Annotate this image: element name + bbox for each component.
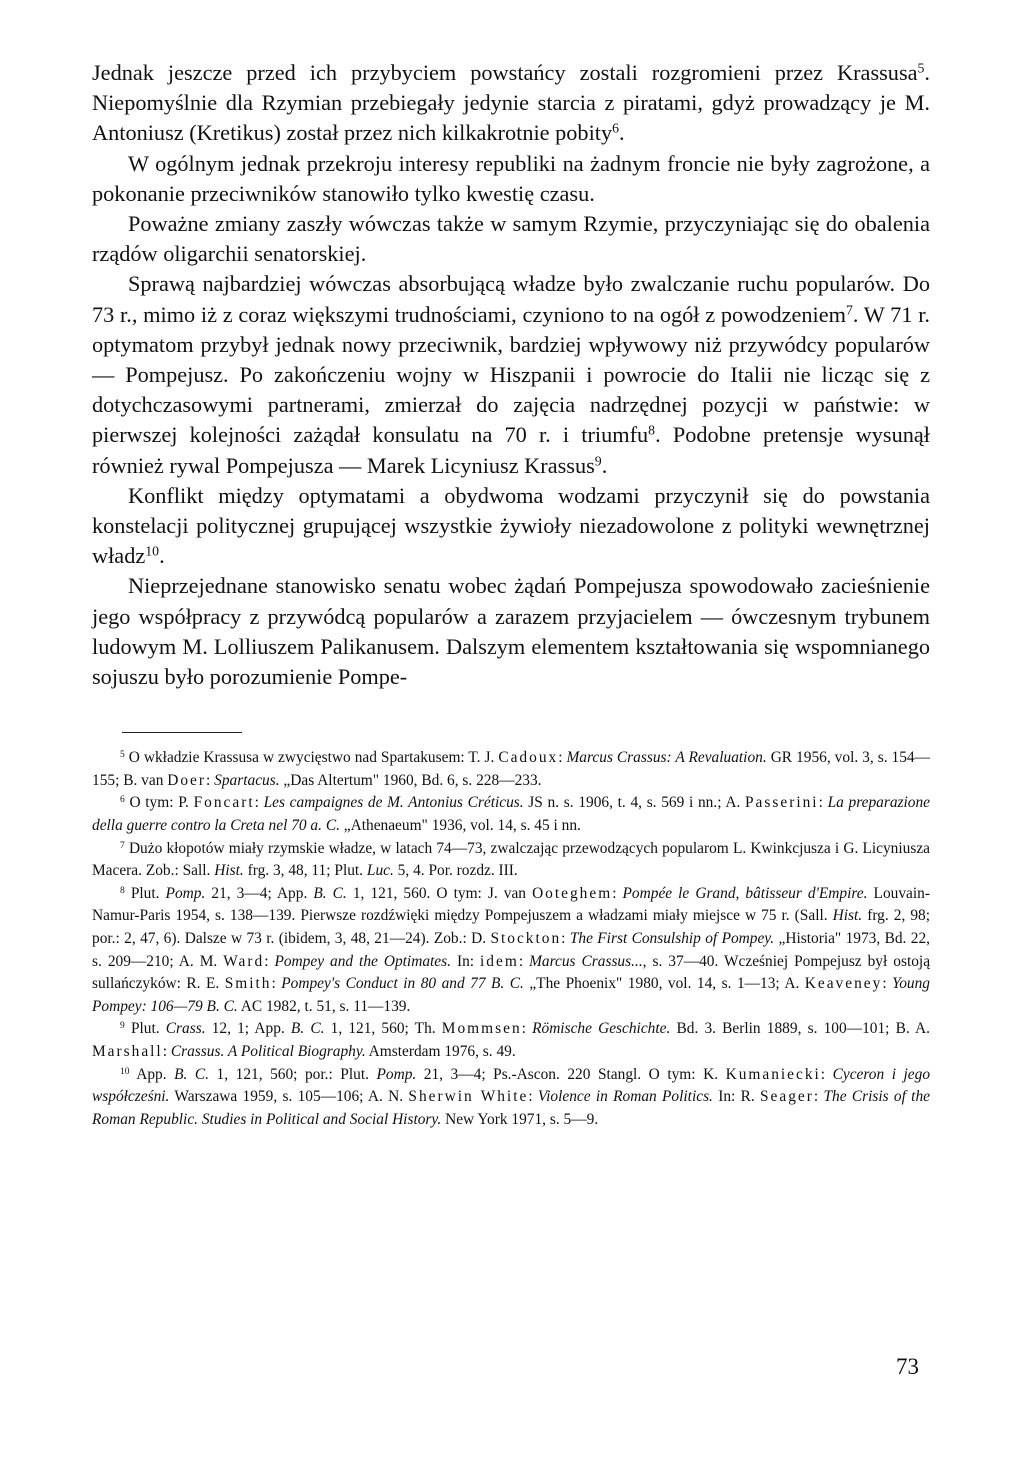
footnote-9: $^9$ Plut. Crass. 12, 1; App. B. C. 1, 121, 560; Th. Mommsen: Römische Geschichte. Bd. 3. Berlin 1889, s. 100—101; B. A. Marshall: Crassus. A Political Biography. Amsterdam 1976, s. 49. — [92, 1020, 930, 1060]
paragraph-6: Nieprzejednane stanowisko senatu wobec żądań Pompejusza spowodowało zacieśnienie jego współpracy z przywódcą popularów a zarazem przyjacielem — ówczesnym trybunem ludowym M. Lolliuszem Palikanusem. Dalszym elementem kształtowania się wspomnianego sojuszu było porozumienie Pompe- — [92, 573, 930, 690]
footnote-7: $^7$ Dużo kłopotów miały rzymskie władze, w latach 74—73, zwalczając przewodzących popularom L. Kwinkcjusza i G. Licyniusza Macera. Zob.: Sall. Hist. frg. 3, 48, 11; Plut. Luc. 5, 4. Por. rozdz. III. — [92, 839, 930, 880]
footnote-ref-8: 8 — [648, 422, 656, 438]
main-text — [92, 58, 930, 692]
footnote-ref-5: 5 — [917, 60, 925, 76]
paragraph-5: Konflikt między optymatami a obydwoma wodzami przyczynił się do powstania konstelacji politycznej grupującej wszystkie żywioły niezadowolone z polityki wewnętrznej władz$^{10}$. — [92, 482, 930, 569]
footnote-6: $^6$ O tym: P. Foncart: Les campaignes de M. Antonius Créticus. JS n. s. 1906, t. 4, s. 569 i nn.; A. Passerini: La preparazione della guerre contro la Creta nel 70 a. C. „Athenaeum" 1936, vol. 14, s. 45 i nn. — [92, 794, 931, 835]
footnote-separator — [122, 732, 242, 733]
paragraph-4: Sprawą najbardziej wówczas absorbującą władze było zwalczanie ruchu popularów. Do 73 r., mimo iż z coraz większymi trudnościami, czyniono to na ogół z powodzeniem$^7$. W 71 r. optymatom przybył jednak nowy przeciwnik, bardziej wpływowy niż przywódcy popularów — Pompejusz. Po zakończeniu wojny w Hiszpanii i powrocie do Italii nie licząc się z dotychczasowymi partnerami, zmierzał do zajęcia nadrzędnej pozycji w państwie: w pierwszej kolejności zażądał konsulatu na 70 r. i triumfu$^8$. Podobne pretensje wysunął również rywal Pompejusza — Marek Licyniusz Krassus$^9$. — [92, 271, 930, 478]
paragraph-2: W ogólnym jednak przekroju interesy republiki na żadnym froncie nie były zagrożone, a pokonanie przeciwników stanowiło tylko kwestię czasu. — [92, 150, 930, 206]
page — [92, 58, 930, 1131]
footnote-ref-7: 7 — [845, 302, 853, 318]
footnotes — [92, 747, 930, 1131]
footnote-10: $^{10}$ App. B. C. 1, 121, 560; por.: Plut. Pomp. 21, 3—4; Ps.-Ascon. 220 Stangl. O tym: K. Kumaniecki: Cyceron i jego współcześni. Warszawa 1959, s. 105—106; A. N. Sherwin White: Violence in Roman Politics. In: R. Seager: The Crisis of the Roman Republic. Studies in Political and Social History. New York 1971, s. 5—9. — [92, 1065, 931, 1128]
paragraph-3: Poważne zmiany zaszły wówczas także w samym Rzymie, przyczyniając się do obalenia rządów oligarchii senatorskiej. — [92, 211, 930, 267]
paragraph-1: Jednak jeszcze przed ich przybyciem powstańcy zostali rozgromieni przez Krassusa$^5$. Niepomyślnie dla Rzymian przebiegały jedynie starcia z piratami, gdyż prowadzący je M. Antoniusz (Kretikus) został przez nich kilkakrotnie pobity$^6$. — [92, 60, 930, 146]
footnote-8: $^8$ Plut. Pomp. 21, 3—4; App. B. C. 1, 121, 560. O tym: J. van Ooteghem: Pompée le Grand, bâtisseur d'Empire. Louvain-Namur-Paris 1954, s. 138—139. Pierwsze rozdźwięki między Pompejuszem a władzami miały miejsce w 75 r. (Sall. Hist. frg. 2, 98; por.: 2, 47, 6). Dalsze w 73 r. (ibidem, 3, 48, 21—24). Zob.: D. Stockton: The First Consulship of Pompey. „Historia" 1973, Bd. 22, s. 209—210; A. M. Ward: Pompey and the Optimates. In: idem: Marcus Crassus..., s. 37—40. Wcześniej Pompejusz był ostoją sullańczyków: R. E. Smith: Pompey's Conduct in 80 and 77 B. C. „The Phoenix" 1980, vol. 14, s. 1—13; A. Keaveney: Young Pompey: 106—79 B. C. AC 1982, t. 51, s. 11—139. — [92, 884, 931, 1015]
footnote-ref-9: 9 — [594, 453, 602, 469]
page-number: 73 — [896, 1354, 919, 1379]
footnote-5: $^5$ O wkładzie Krassusa w zwycięstwo nad Spartakusem: T. J. Cadoux: Marcus Crassus: A Revaluation. GR 1956, vol. 3, s. 154—155; B. van Doer: Spartacus. „Das Altertum" 1960, Bd. 6, s. 228—233. — [92, 749, 931, 789]
footnote-ref-6: 6 — [612, 120, 620, 136]
footnote-ref-10: 10 — [145, 543, 160, 559]
